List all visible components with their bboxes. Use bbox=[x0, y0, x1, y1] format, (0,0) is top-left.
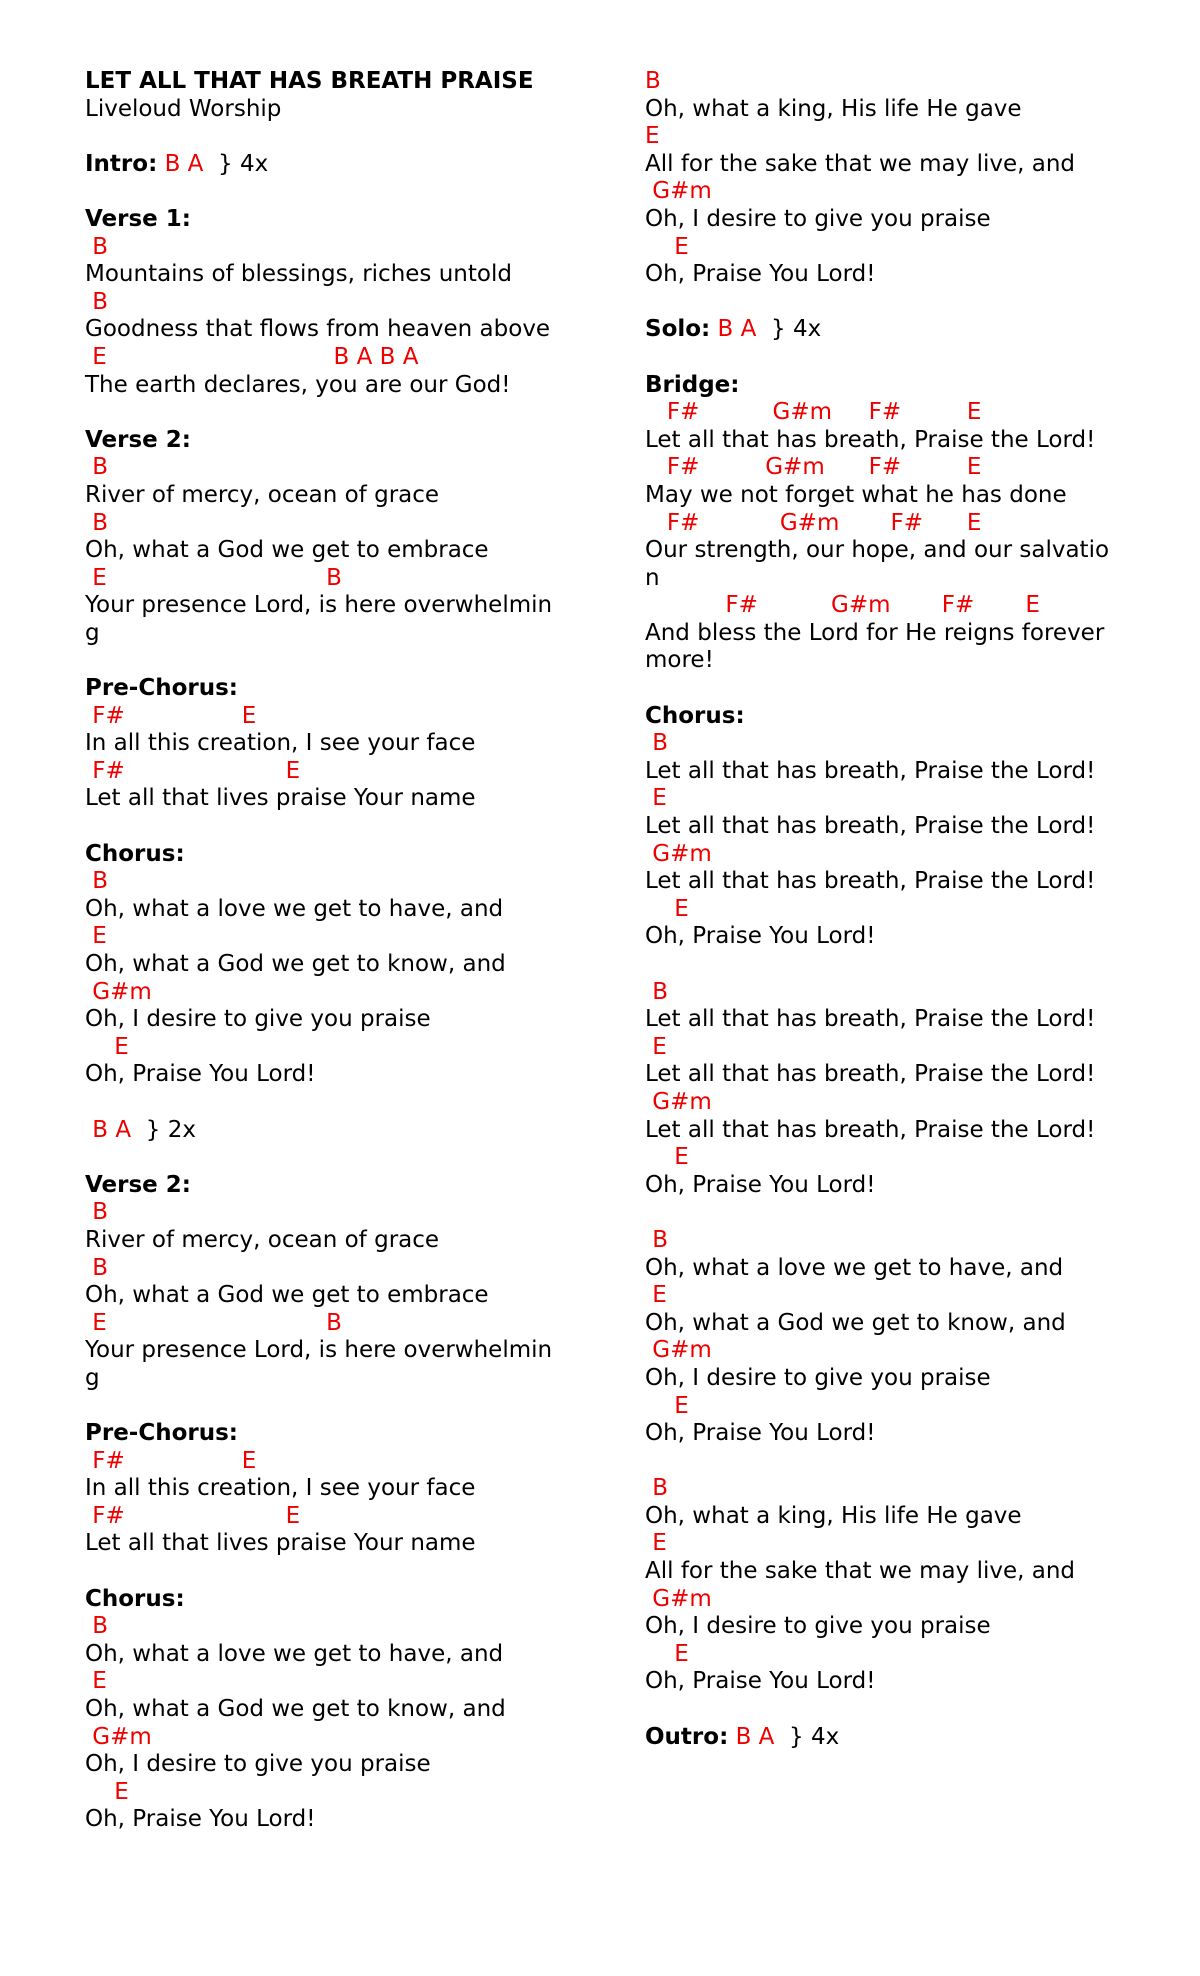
song-artist: Liveloud Worship bbox=[85, 95, 282, 122]
lyric-line: Your presence Lord, is here overwhelmin bbox=[85, 1337, 553, 1364]
blank-line bbox=[85, 647, 585, 675]
blank-line bbox=[645, 951, 1165, 979]
chord-line: G#m bbox=[645, 1585, 712, 1612]
lyric-line: Let all that lives praise Your name bbox=[85, 785, 476, 812]
section-heading: Verse 1: bbox=[85, 205, 191, 232]
lyric-line: g bbox=[85, 1364, 100, 1391]
chord-line: F# G#m F# E bbox=[645, 399, 982, 426]
chord-line: G#m bbox=[85, 1723, 152, 1750]
chord-line: B bbox=[85, 1199, 109, 1226]
chord-line: E bbox=[645, 1033, 667, 1060]
blank-line bbox=[85, 399, 585, 427]
chord-line: E bbox=[85, 1668, 107, 1695]
lyric-line: River of mercy, ocean of grace bbox=[85, 1226, 440, 1253]
lyric-line: And bless the Lord for He reigns forever bbox=[645, 619, 1105, 646]
lyric-line: Goodness that flows from heaven above bbox=[85, 316, 551, 343]
chord-line: E bbox=[645, 895, 689, 922]
lyric-line: Let all that has breath, Praise the Lord! bbox=[645, 426, 1096, 453]
chord-line: G#m bbox=[645, 1337, 712, 1364]
chord-line: E bbox=[645, 1640, 689, 1667]
chord-line: G#m bbox=[85, 978, 152, 1005]
chord-line: B bbox=[85, 288, 109, 315]
lyric-line: Let all that has breath, Praise the Lord! bbox=[645, 1116, 1096, 1143]
section-heading: Chorus: bbox=[85, 840, 185, 867]
chord-line: E bbox=[645, 1282, 667, 1309]
chord-line: B bbox=[645, 1475, 669, 1502]
left-column bbox=[85, 68, 585, 1834]
lyric-line: n bbox=[645, 564, 660, 591]
blank-line bbox=[85, 123, 585, 151]
section-label-line bbox=[85, 151, 585, 179]
chord-line: E bbox=[645, 1530, 667, 1557]
lyric-line: Let all that has breath, Praise the Lord! bbox=[645, 1061, 1096, 1088]
lyric-line: Oh, Praise You Lord! bbox=[645, 1420, 876, 1447]
song-title: LET ALL THAT HAS BREATH PRAISE bbox=[85, 68, 534, 94]
lyric-line: May we not forget what he has done bbox=[645, 481, 1067, 508]
lyric-line: The earth declares, you are our God! bbox=[85, 371, 511, 398]
blank-line bbox=[645, 675, 1165, 703]
chord-line: E bbox=[645, 785, 667, 812]
chord-line: B bbox=[85, 454, 109, 481]
repeat-marker: } 4x bbox=[781, 1723, 840, 1750]
right-column bbox=[645, 68, 1165, 1751]
chord-line: E B bbox=[85, 1309, 342, 1336]
lyric-line: Oh, I desire to give you praise bbox=[85, 1751, 431, 1778]
lyric-line: River of mercy, ocean of grace bbox=[85, 481, 440, 508]
chord-line: E B bbox=[85, 564, 342, 591]
lyric-line: Our strength, our hope, and our salvatio bbox=[645, 537, 1110, 564]
label-chords: B A bbox=[85, 1116, 139, 1143]
section-heading: Pre-Chorus: bbox=[85, 675, 239, 702]
lyric-line: Let all that lives praise Your name bbox=[85, 1530, 476, 1557]
right-column-body bbox=[645, 68, 1165, 1751]
blank-line bbox=[85, 1144, 585, 1172]
chord-line: E bbox=[645, 1144, 689, 1171]
lyric-line: All for the sake that we may live, and bbox=[645, 150, 1076, 177]
chord-line: E bbox=[85, 1778, 129, 1805]
lyric-line: Oh, Praise You Lord! bbox=[85, 1806, 316, 1833]
section-heading: Verse 2: bbox=[85, 1171, 191, 1198]
lyric-line: g bbox=[85, 619, 100, 646]
chord-line: F# G#m F# E bbox=[645, 509, 982, 536]
left-column-body bbox=[85, 123, 585, 1834]
lyric-line: Let all that has breath, Praise the Lord! bbox=[645, 868, 1096, 895]
lyric-line: Oh, what a God we get to embrace bbox=[85, 537, 489, 564]
section-label-line bbox=[645, 316, 1165, 344]
chord-line: B bbox=[85, 1613, 109, 1640]
lyric-line: Let all that has breath, Praise the Lord! bbox=[645, 757, 1096, 784]
lyric-line: Oh, what a love we get to have, and bbox=[85, 895, 504, 922]
chord-line: B bbox=[645, 1226, 669, 1253]
blank-line bbox=[85, 813, 585, 841]
label-chords: B A bbox=[728, 1723, 782, 1750]
section-label: Intro: bbox=[85, 150, 158, 177]
lyric-line: Oh, what a God we get to know, and bbox=[85, 951, 506, 977]
chord-line: F# E bbox=[85, 1447, 257, 1474]
section-label: Solo: bbox=[645, 316, 711, 343]
lyric-line: In all this creation, I see your face bbox=[85, 1475, 476, 1502]
lyric-line: Oh, Praise You Lord! bbox=[645, 1668, 876, 1695]
lyric-line: Oh, what a God we get to know, and bbox=[85, 1696, 506, 1723]
section-label: Outro: bbox=[645, 1723, 729, 1750]
chord-line: E bbox=[645, 1392, 689, 1419]
chord-line: B bbox=[85, 509, 109, 536]
blank-line bbox=[85, 178, 585, 206]
chord-line: F# E bbox=[85, 1502, 301, 1529]
lyric-line: Oh, what a God we get to embrace bbox=[85, 1282, 489, 1309]
lyric-line: Oh, I desire to give you praise bbox=[85, 1006, 431, 1033]
chord-line: E bbox=[85, 923, 107, 950]
blank-line bbox=[645, 1448, 1165, 1476]
lyric-line: Oh, I desire to give you praise bbox=[645, 205, 991, 232]
lyric-line: Oh, Praise You Lord! bbox=[85, 1061, 316, 1088]
section-heading: Verse 2: bbox=[85, 426, 191, 453]
blank-line bbox=[85, 1089, 585, 1117]
chord-line: E bbox=[645, 233, 689, 260]
lyric-line: Let all that has breath, Praise the Lord! bbox=[645, 813, 1096, 840]
blank-line bbox=[645, 289, 1165, 317]
lyric-line: In all this creation, I see your face bbox=[85, 730, 476, 757]
lyric-line: Oh, Praise You Lord! bbox=[645, 261, 876, 288]
section-heading: Chorus: bbox=[85, 1585, 185, 1612]
lyric-line: Let all that has breath, Praise the Lord! bbox=[645, 1006, 1096, 1033]
repeat-marker: } 2x bbox=[138, 1116, 196, 1143]
label-chords: B A bbox=[157, 150, 211, 177]
section-heading: Chorus: bbox=[645, 702, 745, 729]
chord-line: G#m bbox=[645, 1088, 712, 1115]
blank-line bbox=[645, 1199, 1165, 1227]
chord-line: B bbox=[645, 730, 669, 757]
lyric-line: Oh, Praise You Lord! bbox=[645, 923, 876, 950]
lyric-line: Oh, I desire to give you praise bbox=[645, 1613, 991, 1640]
chord-line: G#m bbox=[645, 840, 712, 867]
chord-line: B bbox=[85, 233, 109, 260]
chord-line: F# E bbox=[85, 757, 301, 784]
lyric-line: Oh, Praise You Lord! bbox=[645, 1171, 876, 1198]
lyric-line: Oh, what a God we get to know, and bbox=[645, 1309, 1066, 1336]
chord-line: G#m bbox=[645, 178, 712, 205]
chord-line: B bbox=[645, 68, 661, 94]
lyric-line: more! bbox=[645, 647, 714, 674]
lyric-line: Oh, I desire to give you praise bbox=[645, 1364, 991, 1391]
blank-line bbox=[85, 1558, 585, 1586]
chord-line: F# E bbox=[85, 702, 257, 729]
blank-line bbox=[645, 1696, 1165, 1724]
lyric-line: Oh, what a king, His life He gave bbox=[645, 95, 1022, 122]
chord-line: F# G#m F# E bbox=[645, 454, 982, 481]
chord-line: B bbox=[85, 868, 109, 895]
lyric-line: Mountains of blessings, riches untold bbox=[85, 261, 512, 288]
blank-line bbox=[85, 1393, 585, 1421]
section-label-line bbox=[645, 1724, 1165, 1752]
repeat-marker: } 4x bbox=[763, 316, 822, 343]
lyric-line: All for the sake that we may live, and bbox=[645, 1558, 1076, 1585]
lyric-line: Your presence Lord, is here overwhelmin bbox=[85, 592, 553, 619]
chord-line: E bbox=[645, 123, 660, 150]
label-chords: B A bbox=[710, 316, 764, 343]
lyric-line: Oh, what a love we get to have, and bbox=[645, 1254, 1064, 1281]
repeat-marker: } 4x bbox=[210, 150, 269, 177]
chord-line: E bbox=[85, 1033, 129, 1060]
section-heading: Bridge: bbox=[645, 371, 740, 398]
chord-line: B bbox=[645, 978, 669, 1005]
blank-line bbox=[645, 344, 1165, 372]
chord-line: F# G#m F# E bbox=[645, 592, 1040, 619]
chord-line: B bbox=[85, 1254, 109, 1281]
chord-line: E B A B A bbox=[85, 343, 419, 370]
section-heading: Pre-Chorus: bbox=[85, 1420, 239, 1447]
lyric-line: Oh, what a love we get to have, and bbox=[85, 1640, 504, 1667]
section-label-line bbox=[85, 1117, 585, 1145]
lyric-line: Oh, what a king, His life He gave bbox=[645, 1502, 1022, 1529]
